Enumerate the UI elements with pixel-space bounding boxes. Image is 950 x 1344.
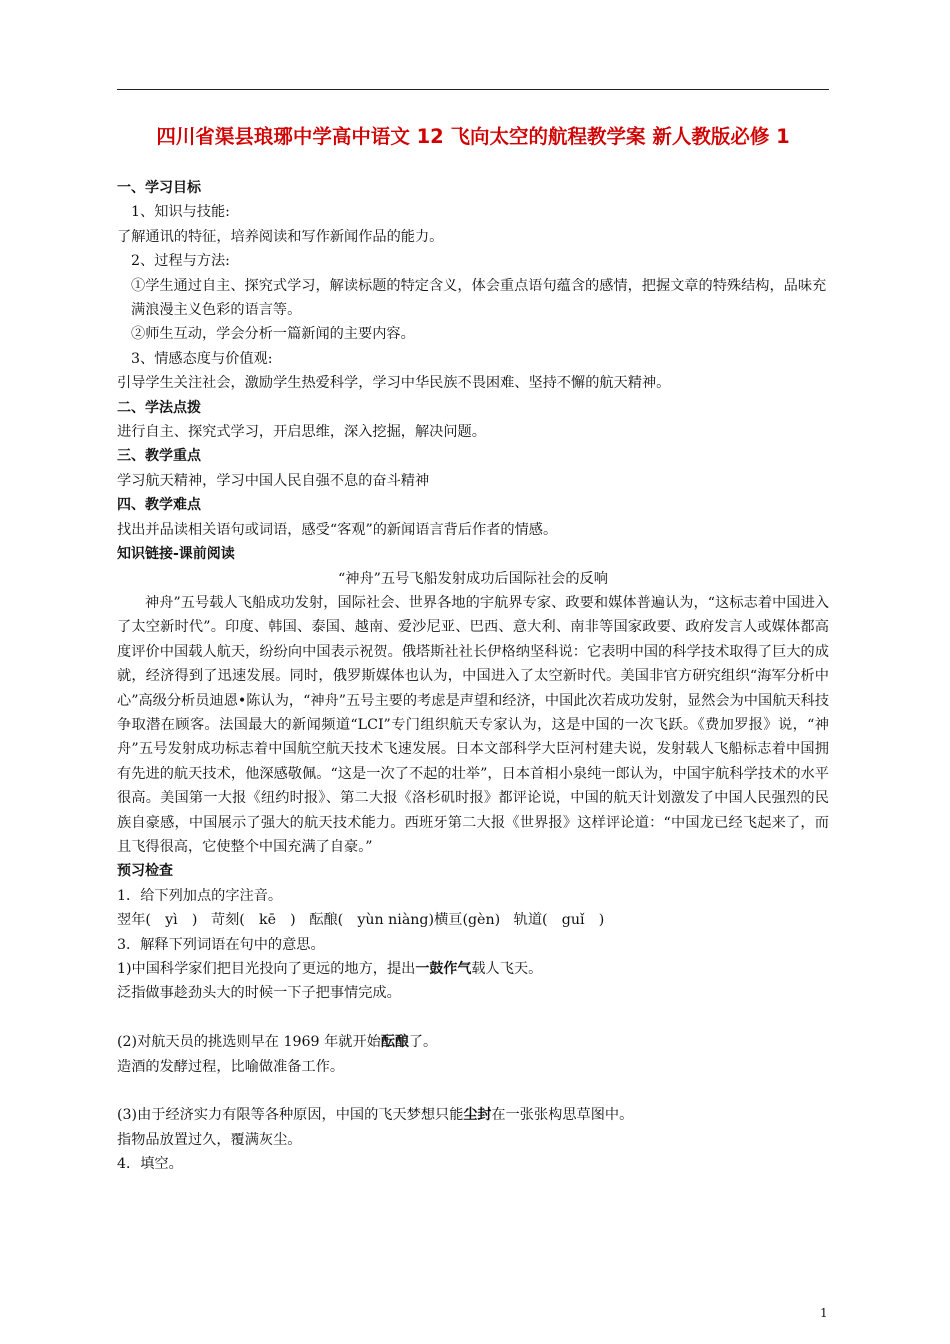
emotion-text: 引导学生关注社会，激励学生热爱科学，学习中华民族不畏困难、坚持不懈的航天精神。	[117, 375, 671, 392]
pinyin-item: 酝酿( yùn niàng)	[309, 912, 435, 929]
question-4: 4．填空。	[117, 1156, 183, 1173]
focus-heading: 三、教学重点	[117, 448, 201, 465]
pinyin-item: 轨道( guǐ )	[513, 912, 605, 929]
answer-2: 造酒的发酵过程，比喻做准备工作。	[117, 1058, 345, 1075]
sentence-3-post: 在一张张构思草图中。	[491, 1107, 634, 1124]
sentence-3-term: 尘封	[463, 1107, 492, 1124]
knowledge-text: 了解通讯的特征，培养阅读和写作新闻作品的能力。	[117, 228, 444, 245]
sentence-1	[117, 957, 829, 981]
sentence-1-post: 载人飞天。	[471, 961, 543, 977]
sentence-2-term: 酝酿	[380, 1034, 409, 1051]
objectives-heading: 一、学习目标	[117, 180, 201, 196]
sentence-2	[117, 1030, 829, 1054]
emotion-label: 3、情感态度与价值观:	[131, 350, 273, 367]
header-rule	[117, 89, 829, 90]
answer-1: 泛指做事趁劲头大的时候一下子把事情完成。	[117, 985, 401, 1002]
pinyin-item: 翌年( yì )	[117, 912, 198, 929]
method-heading: 二、学法点拨	[117, 399, 201, 416]
pinyin-item: 苛刻( kē )	[210, 912, 296, 929]
knowledge-label: 1、知识与技能:	[131, 204, 230, 221]
document-title: 四川省渠县琅琊中学高中语文 12 飞向太空的航程教学案 新人教版必修 1	[156, 125, 790, 148]
question-3: 3．解释下列词语在句中的意思。	[117, 936, 325, 953]
page-number: 1	[820, 1306, 828, 1320]
question-1: 1．给下列加点的字注音。	[117, 887, 283, 904]
sentence-3	[117, 1103, 829, 1127]
method-text: 进行自主、探究式学习，开启思维，深入挖掘，解决问题。	[117, 424, 486, 441]
reading-subtitle: “神舟”五号飞船发射成功后国际社会的反响	[338, 570, 608, 587]
pinyin-row	[117, 908, 829, 932]
difficulty-text: 找出并品读相关语句或词语，感受“客观”的新闻语言背后作者的情感。	[117, 521, 558, 538]
preview-heading: 预习检查	[117, 863, 173, 880]
document-body	[117, 176, 829, 1177]
answer-3: 指物品放置过久，覆满灰尘。	[117, 1131, 302, 1148]
sentence-3-pre: (3)由于经济实力有限等各种原因，中国的飞天梦想只能	[117, 1107, 464, 1124]
process-item-2: ②师生互动，学会分析一篇新闻的主要内容。	[131, 326, 415, 343]
focus-text: 学习航天精神，学习中国人民自强不息的奋斗精神	[117, 472, 430, 489]
reading-heading: 知识链接-课前阅读	[117, 546, 235, 563]
process-label: 2、过程与方法:	[131, 253, 230, 270]
sentence-2-pre: (2)对航天员的挑选则早在 1969 年就开始	[117, 1034, 381, 1051]
process-item-1: ①学生通过自主、探究式学习，解读标题的特定含义，体会重点语句蕴含的感情，把握文章的特殊结构，品味充满浪漫主义色彩的语言等。	[131, 277, 827, 319]
sentence-1-term: 一鼓作气	[415, 961, 472, 977]
difficulty-heading: 四、教学难点	[117, 497, 201, 514]
sentence-2-post: 了。	[408, 1034, 438, 1051]
sentence-1-pre: 1)中国科学家们把目光投向了更远的地方，提出	[117, 961, 416, 977]
pinyin-item: 横亘(gèn)	[434, 912, 501, 929]
reading-paragraph: 神舟”五号载人飞船成功发射，国际社会、世界各地的宇航界专家、政要和媒体普遍认为，“这标志着中国进入了太空新时代”。印度、韩国、泰国、越南、爱沙尼亚、巴西、意大利、南非等国家政要、政府发言人或媒体都高度评价中国载人航天，纷纷向中国表示祝贺。俄塔斯社社长伊格纳坚科说：它表明中国的科学技术取得了巨大的成就，经济得到了迅速发展。同时，俄罗斯媒体也认为，中国进入了太空新时代。美国非官方研究组织“海军分析中心”高级分析员迪恩•陈认为，“神舟”五号主要的考虑是声望和经济，中国此次若成功发射，显然会为中国航天科技争取潜在顾客。法国最大的新闻频道“LCI”专门组织航天专家认为，这是中国的一次飞跃。《费加罗报》说，“神舟”五号发射成功标志着中国航空航天技术飞速发展。日本文部科学大臣河村建夫说，发射载人飞船标志着中国拥有先进的航天技术，他深感敬佩。“这是一次了不起的壮举”，日本首相小泉纯一郎认为，中国宇航科学技术的水平很高。美国第一大报《纽约时报》、第二大报《洛杉矶时报》都评论说，中国的航天计划激发了中国人民强烈的民族自豪感，中国展示了强大的航天技术能力。西班牙第二大报《世界报》这样评论道：“中国龙已经飞起来了，而且飞得很高，它使整个中国充满了自豪。”	[117, 594, 829, 855]
